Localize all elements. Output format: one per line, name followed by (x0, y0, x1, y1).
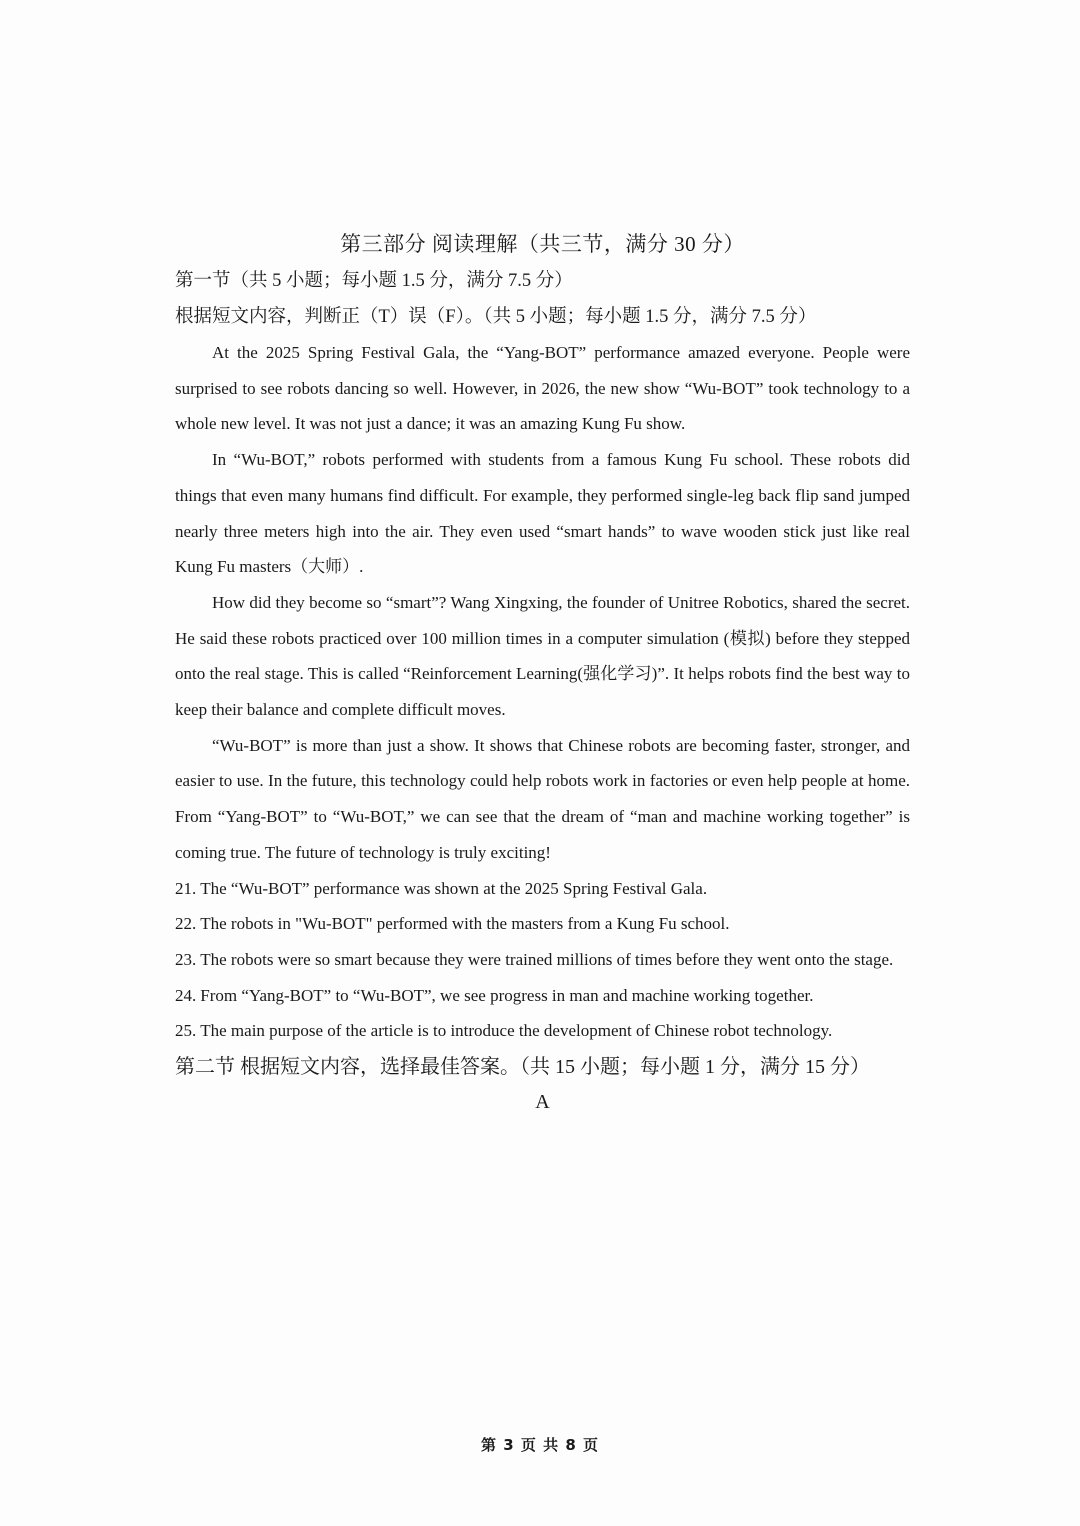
section1-instruction: 根据短文内容，判断正（T）误（F）。（共 5 小题；每小题 1.5 分，满分 7.5 分） (175, 306, 817, 327)
true-false-questions (175, 871, 910, 1050)
question-text: The robots were so smart because they were trained millions of times before they went onto the stage. (200, 949, 894, 969)
passage-label: A (535, 1091, 550, 1114)
passage-paragraph: “Wu-BOT” is more than just a show. It shows that Chinese robots are becoming faster, stronger, and easier to use. In the future, this technology could help robots work in factories or even help people at home. From “Yang-BOT” to “Wu-BOT,” we can see that the dream of “man and machine working together” is coming true. The future of technology is truly exciting! (175, 735, 910, 862)
question-number: 25. (175, 1021, 197, 1041)
question-item (175, 978, 910, 1014)
question-number: 23. (175, 949, 197, 969)
question-item (175, 1013, 910, 1049)
question-item (175, 906, 910, 942)
passage-paragraph: How did they become so “smart”? Wang Xingxing, the founder of Unitree Robotics, shared the secret. He said these robots practiced over 100 million times in a computer simulation (模拟) before they stepped onto the real stage. This is called “Reinforcement Learning(强化学习)”. It helps robots find the best way to keep their balance and complete difficult moves. (175, 592, 910, 720)
section1-header: 第一节（共 5 小题；每小题 1.5 分，满分 7.5 分） (175, 271, 573, 291)
question-text: From “Yang-BOT” to “Wu-BOT”, we see progress in man and machine working together. (200, 985, 814, 1005)
question-number: 22. (175, 914, 197, 934)
page-number-footer: 第 3 页 共 8 页 (481, 1436, 599, 1454)
question-text: The robots in "Wu-BOT" performed with the masters from a Kung Fu school. (200, 914, 730, 934)
question-item (175, 942, 910, 978)
question-number: 21. (175, 878, 197, 898)
passage-paragraph: At the 2025 Spring Festival Gala, the “Yang-BOT” performance amazed everyone. People were surprised to see robots dancing so well. However, in 2026, the new show “Wu-BOT” took technology to a whole new level. It was not just a dance; it was an amazing Kung Fu show. (175, 343, 910, 434)
section2-header: 第二节 根据短文内容，选择最佳答案。（共 15 小题；每小题 1 分，满分 15 分） (175, 1056, 870, 1079)
question-text: The main purpose of the article is to introduce the development of Chinese robot technology. (200, 1021, 833, 1041)
part-title: 第三部分 阅读理解（共三节，满分 30 分） (340, 232, 745, 256)
question-item (175, 871, 910, 907)
page-content (175, 228, 910, 1119)
passage-paragraph: In “Wu-BOT,” robots performed with students from a famous Kung Fu school. These robots did things that even many humans find difficult. For example, they performed single-leg back flip sand jumped nearly three meters high into the air. They even used “smart hands” to wave wooden stick just like real Kung Fu masters（大师）. (175, 450, 910, 577)
reading-passage (175, 335, 910, 871)
question-text: The “Wu-BOT” performance was shown at the 2025 Spring Festival Gala. (200, 878, 708, 898)
question-number: 24. (175, 985, 197, 1005)
